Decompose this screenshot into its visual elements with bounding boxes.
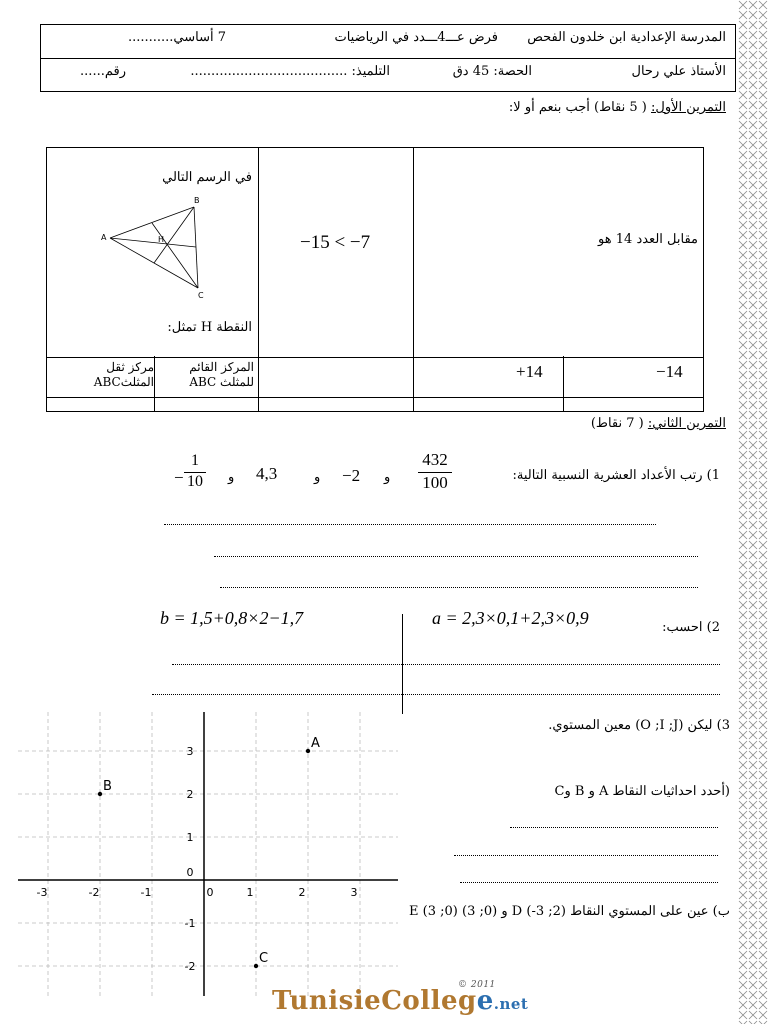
duration: الحصة: 45 دق: [452, 64, 532, 79]
expression-b: b = 1,5+0,8×2−1,7: [160, 608, 304, 628]
q1-option-minus14: −14: [656, 362, 683, 381]
fraction-432-100: 432 100: [418, 450, 452, 493]
y-tick-label: 1: [186, 831, 194, 844]
x-tick-label: 3: [350, 886, 358, 899]
x-tick-label: 2: [298, 886, 306, 899]
fraction-1-10: 1 10: [184, 452, 206, 491]
q3-option-centroid: مركز ثقل المثلثABC: [93, 360, 154, 389]
decorative-border: [738, 0, 768, 1024]
conjunction: و: [384, 470, 391, 485]
y-tick-label: -2: [184, 960, 196, 973]
student-number: رقم......: [80, 64, 126, 79]
exercise1-q3-heading: في الرسم التالي: [162, 170, 252, 185]
exercise2-q3a: (أحدد احداثيات النقاط A و B وC: [554, 784, 730, 799]
vertex-b-label: B: [194, 196, 200, 205]
y-tick-label: 2: [186, 788, 194, 801]
class-level: 7 أساسي...........: [127, 30, 226, 45]
minus-sign: −: [174, 468, 184, 487]
teacher-name: الأستاذ علي رحال: [631, 64, 726, 79]
point-a-label: A: [311, 736, 320, 751]
triangle-figure: [98, 192, 218, 300]
point-h-label: H: [158, 235, 165, 244]
expression-a: a = 2,3×0,1+2,3×0,9: [432, 608, 589, 628]
y-tick-label: 3: [186, 745, 194, 758]
student-name: التلميذ: ......................................: [190, 64, 390, 79]
exercise1-heading: التمرين الأول: ( 5 نقاط) أجب بنعم أو لا:: [508, 100, 726, 115]
x-tick-label: -2: [88, 886, 100, 899]
exercise2-q3: 3) ليكن (O ;I ;J) معين المستوي.: [548, 718, 730, 733]
conjunction: و: [228, 470, 235, 485]
x-tick-label: -3: [36, 886, 48, 899]
exercise2-q1: 1) رتب الأعداد العشرية النسبية التالية:: [512, 468, 720, 483]
point-c: [254, 964, 258, 968]
number-4-3: 4,3: [256, 464, 278, 483]
q1-option-plus14: +14: [516, 362, 543, 381]
exercise2-heading: التمرين الثاني: ( 7 نقاط): [590, 416, 726, 431]
number-minus2: −2: [342, 466, 361, 485]
exercise1-q3-caption: النقطة H تمثل:: [167, 320, 252, 335]
x-tick-label: 1: [246, 886, 254, 899]
exercise1-q2: −15 < −7: [300, 232, 371, 253]
exercise2-q2: 2) احسب:: [662, 620, 720, 635]
conjunction: و: [314, 470, 321, 485]
y-tick-label: 0: [186, 866, 194, 879]
x-tick-label: -1: [140, 886, 152, 899]
vertex-c-label: C: [198, 291, 204, 300]
coordinate-plane: [18, 712, 398, 996]
exercise2-q3b: ب) عين على المستوي النقاط (2; 3-) D و (0; 3) E (3 ;0): [409, 904, 730, 919]
point-b-label: B: [103, 779, 112, 794]
exam-title: فرض عـــ4ـــدد في الرياضيات: [334, 30, 498, 45]
q3-option-orthocenter: المركز القائم للمثلث ABC: [189, 360, 254, 389]
vertex-a-label: A: [101, 233, 107, 242]
point-b: [98, 792, 102, 796]
tunisiecollege-logo: TunisieCollege.net © 2011: [272, 980, 529, 1016]
y-tick-label: -1: [184, 917, 196, 930]
x-tick-label: 0: [206, 886, 214, 899]
exercise1-q1: مقابل العدد 14 هو: [598, 232, 698, 247]
point-c-label: C: [259, 951, 269, 966]
school-name: المدرسة الإعدادية ابن خلدون الفحص: [527, 30, 726, 45]
point-a: [306, 749, 310, 753]
